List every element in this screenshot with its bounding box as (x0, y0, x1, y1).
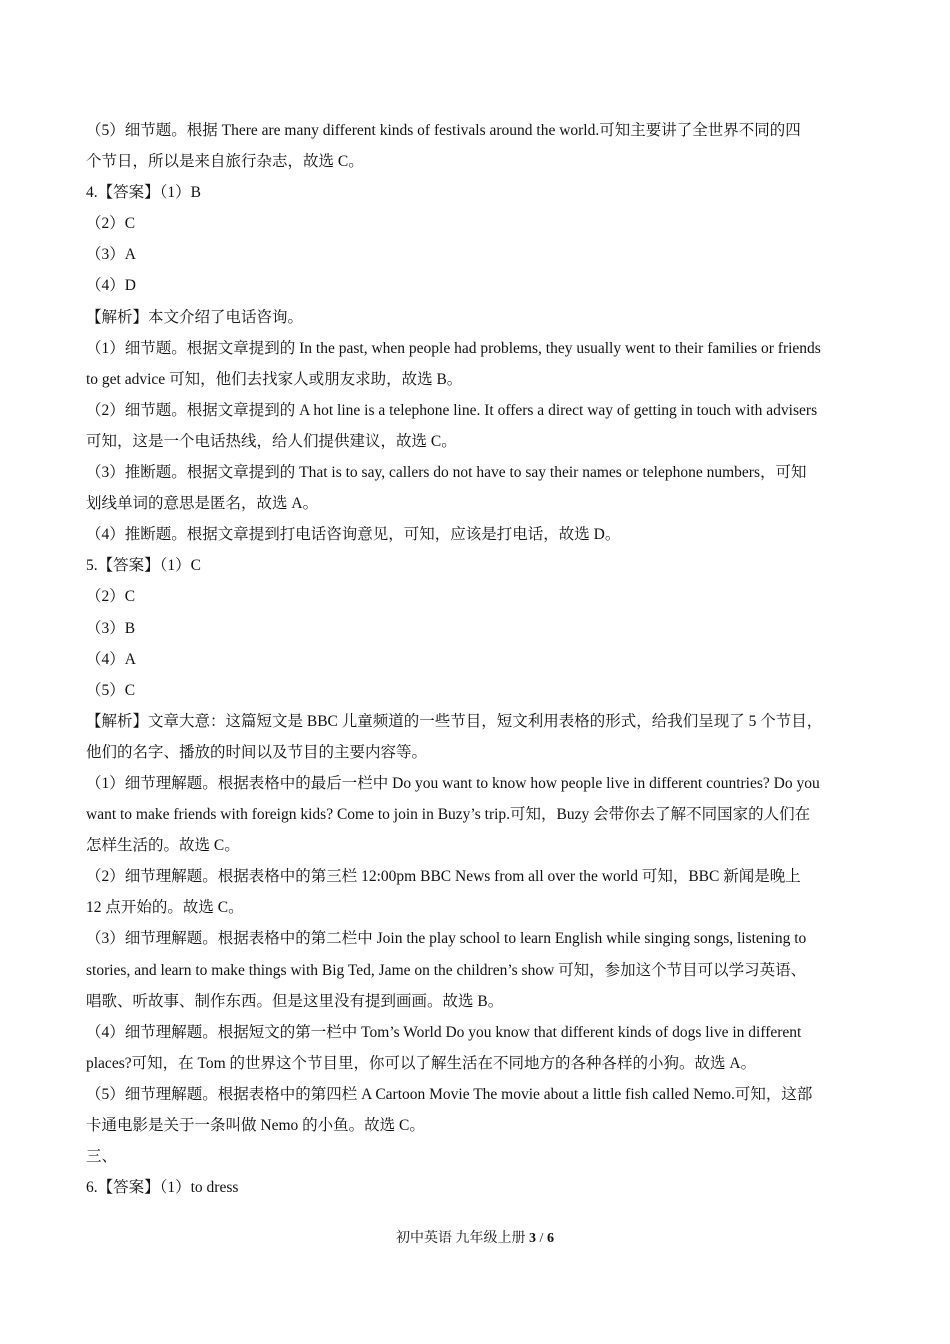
text-line: 4.【答案】（1）B (86, 184, 201, 202)
text-line: 【解析】文章大意：这篇短文是 BBC 儿童频道的一些节目，短文利用表格的形式，给我们呈现了 5 个节目， (86, 712, 823, 730)
text-line: （3）推断题。根据文章提到的 That is to say, callers do not have to say their names or telephone numbers，可知 (86, 464, 807, 482)
text-line: 6.【答案】（1）to dress (86, 1179, 239, 1197)
text-line: （1）细节理解题。根据表格中的最后一栏中 Do you want to know how people live in different countries? Do you (86, 774, 820, 792)
footer-separator: / (536, 1231, 547, 1246)
page-footer (0, 1228, 950, 1250)
text-line: （5）细节题。根据 There are many different kinds of festivals around the world.可知主要讲了全世界不同的四 (86, 122, 801, 139)
text-line: （3）B (86, 619, 136, 637)
text-line: 卡通电影是关于一条叫做 Nemo 的小鱼。故选 C。 (86, 1117, 425, 1134)
text-line: （1）细节题。根据文章提到的 In the past, when people had problems, they usually went to their families or friends (86, 339, 821, 357)
text-line: （4）推断题。根据文章提到打电话咨询意见，可知，应该是打电话，故选 D。 (86, 526, 621, 544)
text-line: （5）细节理解题。根据表格中的第四栏 A Cartoon Movie The movie about a little fish called Nemo.可知，这部 (86, 1085, 813, 1103)
text-line: to get advice 可知，他们去找家人或朋友求助，故选 B。 (86, 370, 463, 388)
text-line: want to make friends with foreign kids? Come to join in Buzy’s trip.可知，Buzy 会带你去了解不同国家的人们在 (86, 806, 811, 824)
text-line: （3）A (86, 246, 136, 264)
text-line: 【解析】本文介绍了电话咨询。 (86, 308, 304, 326)
text-line: （2）细节题。根据文章提到的 A hot line is a telephone line. It offers a direct way of getting in touch with advisers (86, 401, 818, 419)
text-line: （4）细节理解题。根据短文的第一栏中 Tom’s World Do you know that different kinds of dogs live in different (86, 1023, 802, 1041)
text-line: 他们的名字、播放的时间以及节目的主要内容等。 (86, 743, 428, 761)
text-line: （4）D (86, 277, 136, 295)
footer-course: 初中英语 九年级上册 (396, 1231, 530, 1246)
text-line: 划线单词的意思是匿名，故选 A。 (86, 495, 319, 513)
text-line: （2）细节理解题。根据表格中的第三栏 12:00pm BBC News from all over the world 可知，BBC 新闻是晚上 (86, 868, 801, 886)
footer-page-number: 3 (529, 1231, 537, 1246)
text-line: 5.【答案】（1）C (86, 557, 201, 575)
text-line: 12 点开始的。故选 C。 (86, 899, 244, 917)
text-line: （2）C (86, 215, 136, 233)
text-line: 三、 (86, 1148, 118, 1166)
text-line: 个节日，所以是来自旅行杂志，故选 C。 (86, 153, 364, 171)
text-line: （2）C (86, 588, 136, 606)
text-line: （5）C (86, 681, 136, 699)
text-line: 唱歌、听故事、制作东西。但是这里没有提到画画。故选 B。 (86, 992, 504, 1010)
text-line: 可知，这是一个电话热线，给人们提供建议，故选 C。 (86, 432, 457, 450)
text-line: （3）细节理解题。根据表格中的第二栏中 Join the play school to learn English while singing songs, listening to (86, 930, 807, 948)
text-line: （4）A (86, 650, 136, 668)
answer-text-body (86, 115, 866, 1203)
text-line: places?可知，在 Tom 的世界这个节目里，你可以了解生活在不同地方的各种各样的小狗。故选 A。 (86, 1054, 757, 1072)
footer-total-pages: 6 (546, 1231, 554, 1246)
text-line: 怎样生活的。故选 C。 (86, 837, 240, 855)
text-line: stories, and learn to make things with Big Ted, Jame on the children’s show 可知，参加这个节目可以学习英语、 (86, 961, 807, 979)
